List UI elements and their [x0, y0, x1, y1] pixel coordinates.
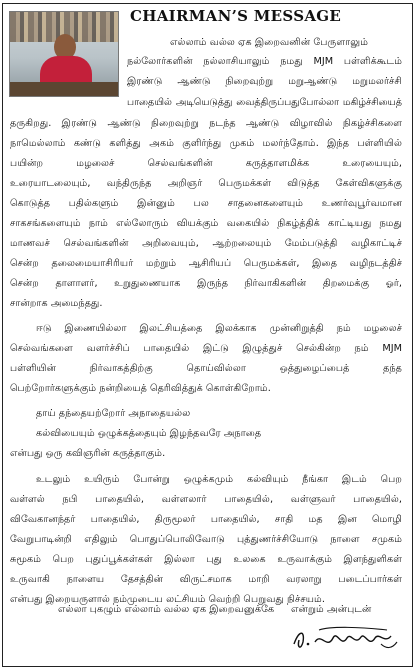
paragraph-1-line: சான்றாக அமைந்தது. [10, 298, 103, 309]
signature [291, 622, 401, 654]
paragraph-2-line: செல்வங்களை வளர்ச்சிப் பாதையில் இட்டு இழுத்துச் செல்கின்ற நம் MJM [10, 343, 402, 354]
paragraph-1-line: சாகசங்களையும் நாம் எல்லோரும் வியக்கும் வகையில் நிகழ்த்திக் காட்டியது நமது [10, 218, 402, 229]
poem-line: கல்வியையும் ஒழுக்கத்தையும் இழந்தவரே அநாதை [36, 428, 262, 439]
paragraph-1-line: இரண்டு ஆண்டு நிறைவுற்று மறுஆண்டு மறுமலர்ச்சி [127, 76, 402, 87]
paragraph-1-line: நல்லோர்களின் நல்லாசியாலும் நமது MJM பள்ளிக்கூடம் [127, 56, 402, 67]
poem-line: என்பது ஒரு கவிஞரின் கருத்தாகும். [10, 448, 166, 459]
paragraph-4-line: உருவாகி நாளைய தேசத்தின் விருட்சமாக மாறி வரலாறு படைப்பார்கள் [10, 574, 402, 585]
paragraph-1-line: சென்ற தாளாளர், உறுதுணையாக இருந்த நிர்வாகிகளின் திறமைக்கு ஓர், [10, 278, 402, 289]
paragraph-1-line: எல்லாம் வல்ல ஏக இறைவனின் பேருளாலும் [170, 37, 368, 48]
poem-line: தாய் தந்தையற்றோர் அநாதையல்ல [36, 408, 191, 419]
paragraph-1-line: உரையாடலையும், வந்திருந்த அறிஞர் பெருமக்கள் விடுத்த கேள்விகளுக்கு [10, 178, 402, 189]
paragraph-2-line: ஈடு இணையில்லா இலட்சியத்தை இலக்காக முன்னிறுத்தி நம் மழலைச் [36, 323, 402, 334]
paragraph-2-line: பெற்றோர்களுக்கும் நன்றியைத் தெரிவித்துக் கொள்கிறோம். [10, 383, 271, 394]
paragraph-4-line: என்பது இறையருளால் நம்முடைய லட்சியம் வெற்றி பெறுவது நிச்சயம். [10, 594, 325, 605]
chairman-photo [9, 11, 119, 97]
paragraph-4-line: உடலும் உயிரும் போன்று ஒழுக்கமும் கல்வியும் நீங்கா இடம் பெற [36, 474, 402, 485]
page-title: CHAIRMAN’S MESSAGE [130, 7, 342, 25]
paragraph-1-line: தருகிறது. இரண்டு ஆண்டு நிறைவுற்று நடந்த ஆண்டு விழாவில் நிகழ்ச்சிகளை [10, 118, 402, 129]
paragraph-1-line: நாமெல்லாம் கண்டு களித்து அகம் குளிர்ந்து முகம் மலர்ந்தோம். இந்த பள்ளியில் [10, 138, 402, 149]
praise-line: எல்லா புகழும் எல்லாம் வல்ல ஏக இறைவனுக்கே [58, 604, 275, 615]
closing-text: என்றும் அன்புடன் [291, 604, 372, 615]
paragraph-1-line: பயின்ற மழலைச் செல்வங்களின் கருத்தாளமிக்க உரையையும், [10, 158, 402, 169]
paragraph-1-line: மாணவச் செல்வங்களின் அறிவையும், ஆற்றலையும் மேம்படுத்தி வழிகாட்டிச் [10, 238, 402, 249]
paragraph-4-line: வள்ளல் நபி பாதையில், வள்ளலார் பாதையில், வள்ளுவர் பாதையில், [10, 494, 402, 505]
paragraph-1-line: கொடுத்த பதில்களும் இன்னும் பல சாதனைகளையும் உணர்வுபூர்வமான [10, 198, 402, 209]
paragraph-4-line: வேறுபாடின்றி எதிலும் பொதுப்பொலிவோடு புத்துணர்ச்சியோடு நாளை சமுகம் [10, 534, 402, 545]
paragraph-1-line: பாதையில் அடியெடுத்து வைத்திருப்பதுபோல்லா மகிழ்ச்சியைத் [127, 97, 402, 108]
paragraph-4-line: விவேகானந்தர் பாதையில், திருமூலர் பாதையில், சாதி மத இன மொழி [10, 514, 402, 525]
paragraph-4-line: சுமூகம் பெற புதுப்பூக்கள்கள் இல்லா புது உலகை உருவாக்கும் இளந்துளிகள் [10, 554, 402, 565]
paragraph-1-line: சென்ற தலைமையாசிரியர் மற்றும் ஆசிரியப் பெருமக்கள், இதை வழிநடத்திச் [10, 258, 402, 269]
paragraph-2-line: பள்ளியின் நிர்வாகத்திற்கு தொய்வில்லா ஒத்துழைப்பைத் தந்த [10, 363, 402, 374]
